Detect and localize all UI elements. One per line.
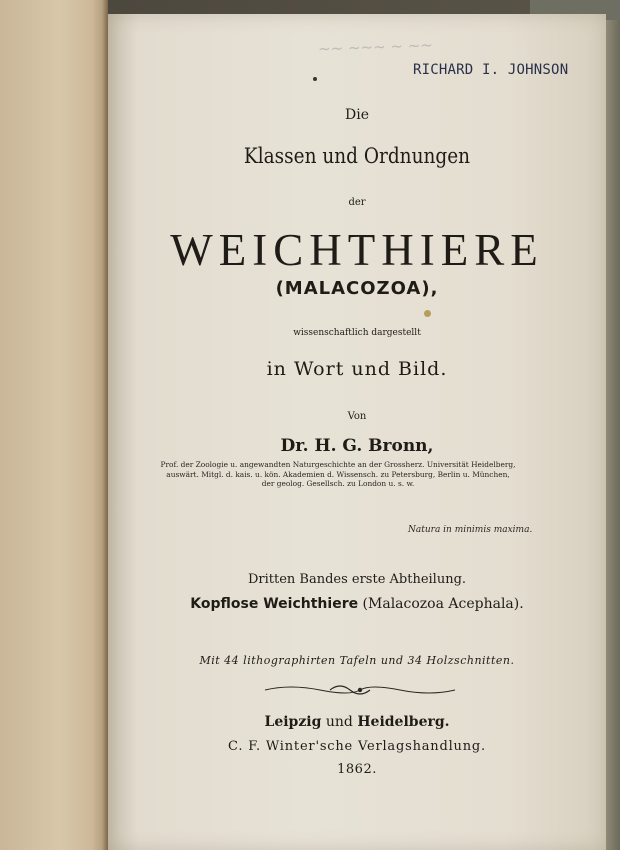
cover-edge	[606, 20, 620, 850]
ornament-rule	[260, 680, 460, 700]
volume-line: Dritten Bandes erste Abtheilung.	[247, 572, 467, 587]
volume-title-rest: (Malacozoa Acephala).	[358, 596, 524, 612]
pencil-annotation: ~~ ~~~ ~ ~~	[317, 36, 434, 58]
title-der: der	[348, 197, 366, 208]
title-wort: in Wort und Bild.	[266, 358, 448, 380]
title-main: WEICHTHIERE	[170, 225, 544, 275]
imprint-city-b: Heidelberg.	[357, 714, 450, 730]
author-affiliation	[158, 460, 518, 489]
plates-note: Mit 44 lithographirten Tafeln und 34 Holzschnitten.	[199, 654, 515, 667]
imprint-year: 1862.	[337, 762, 377, 777]
title-sub: (MALACOZOA),	[275, 278, 439, 299]
affiliation-line: auswärt. Mitgl. d. kais. u. kön. Akademien d. Wissensch. zu Petersburg, Berlin u. München,	[166, 469, 510, 479]
left-blank-page	[0, 0, 108, 850]
title-klassen: Klassen und Ordnungen	[243, 144, 471, 168]
imprint-und: und	[321, 714, 358, 730]
author-name: Dr. H. G. Bronn,	[280, 436, 434, 456]
affiliation-line: Prof. der Zoologie u. angewandten Naturgeschichte an der Grossherz. Universität Heidelberg,	[160, 460, 516, 469]
title-wiss: wissenschaftlich dargestellt	[293, 328, 421, 338]
title-page	[108, 14, 606, 850]
motto: Natura in minimis maxima.	[408, 525, 533, 535]
imprint-publisher: C. F. Winter'sche Verlagshandlung.	[228, 739, 486, 754]
imprint-city-a: Leipzig	[264, 714, 322, 730]
volume-title	[108, 596, 606, 612]
foxing-spot	[424, 310, 431, 317]
owner-stamp: RICHARD I. JOHNSON	[413, 62, 569, 78]
ink-speck	[313, 77, 317, 81]
imprint-cities	[108, 714, 606, 730]
volume-title-bold: Kopflose Weichthiere	[190, 596, 359, 612]
affiliation-line: der geolog. Gesellsch. zu London u. s. w.	[261, 479, 415, 489]
author-von: Von	[347, 411, 367, 422]
title-die: Die	[345, 107, 369, 123]
